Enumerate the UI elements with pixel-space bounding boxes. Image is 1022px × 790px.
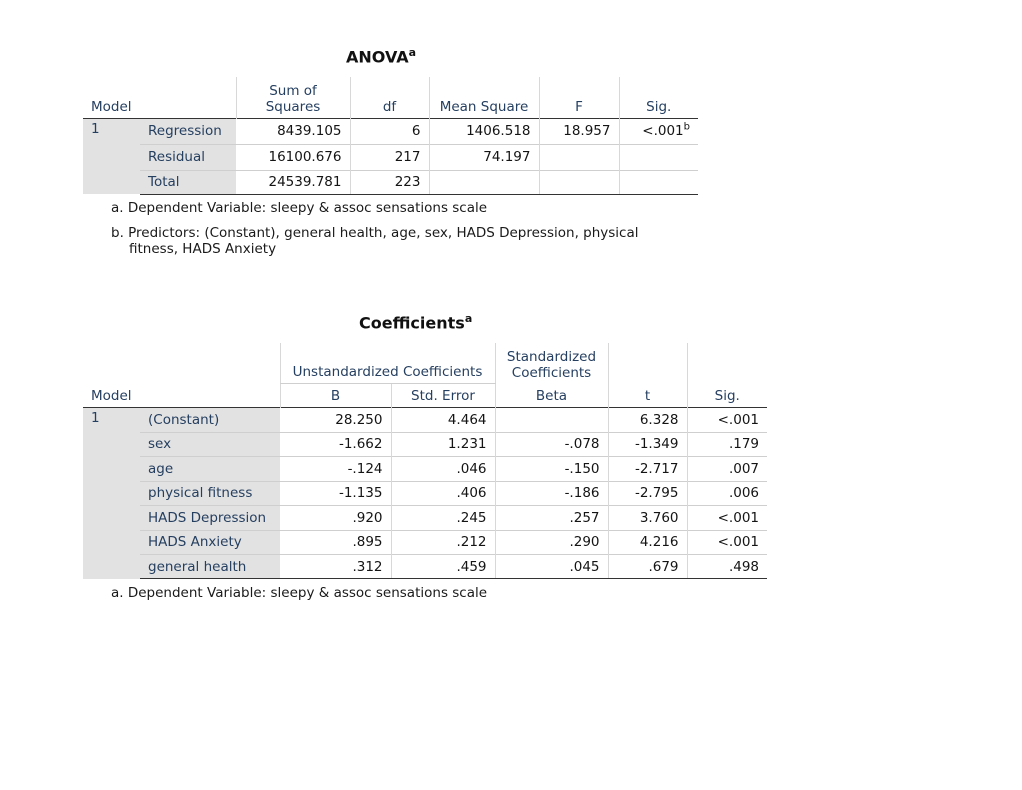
coefficients-t: -1.349 bbox=[608, 432, 687, 457]
anova-sig bbox=[619, 144, 698, 170]
anova-title bbox=[346, 46, 416, 66]
anova-ms: 74.197 bbox=[429, 144, 539, 170]
coefficients-beta: -.078 bbox=[495, 432, 608, 457]
anova-f: 18.957 bbox=[539, 118, 619, 144]
coefficients-header-t: t bbox=[608, 383, 687, 407]
coefficients-title-text: Coefficients bbox=[359, 313, 465, 333]
anova-sig-value: <.001 bbox=[642, 123, 684, 139]
coefficients-sig: <.001 bbox=[687, 506, 767, 531]
coefficients-beta bbox=[495, 407, 608, 432]
coefficients-row bbox=[83, 481, 767, 506]
anova-row-label: Regression bbox=[140, 118, 236, 144]
coefficients-beta: -.186 bbox=[495, 481, 608, 506]
anova-title-sup: a bbox=[408, 46, 417, 59]
anova-sig-sup: b bbox=[683, 121, 690, 133]
anova-ms: 1406.518 bbox=[429, 118, 539, 144]
anova-footnote-a: a. Dependent Variable: sleepy & assoc sensations scale bbox=[111, 200, 488, 216]
coefficients-header-beta: Beta bbox=[495, 383, 608, 407]
coefficients-row bbox=[83, 555, 767, 579]
coefficients-beta: .290 bbox=[495, 530, 608, 555]
coefficients-b: -1.662 bbox=[280, 432, 391, 457]
coefficients-row bbox=[83, 432, 767, 457]
coefficients-t: .679 bbox=[608, 555, 687, 579]
coefficients-sig: .179 bbox=[687, 432, 767, 457]
anova-row-label: Total bbox=[140, 170, 236, 194]
anova-header-f: F bbox=[539, 77, 619, 118]
coefficients-b: -1.135 bbox=[280, 481, 391, 506]
coefficients-model-number: 1 bbox=[83, 407, 140, 579]
coefficients-se: 4.464 bbox=[391, 407, 495, 432]
coefficients-b: .312 bbox=[280, 555, 391, 579]
anova-title-text: ANOVA bbox=[346, 47, 409, 67]
anova-header-model: Model bbox=[91, 98, 132, 115]
anova-header-ms: Mean Square bbox=[429, 77, 539, 118]
coefficients-t: 4.216 bbox=[608, 530, 687, 555]
coefficients-row bbox=[83, 530, 767, 555]
coefficients-footnote-a: a. Dependent Variable: sleepy & assoc sensations scale bbox=[111, 585, 488, 601]
coefficients-sig: <.001 bbox=[687, 530, 767, 555]
coefficients-table bbox=[83, 343, 767, 579]
coefficients-b: .920 bbox=[280, 506, 391, 531]
coefficients-row-label: age bbox=[140, 457, 280, 482]
coefficients-title-sup: a bbox=[464, 312, 473, 325]
coefficients-row-label: HADS Depression bbox=[140, 506, 280, 531]
coefficients-b: -.124 bbox=[280, 457, 391, 482]
anova-table bbox=[83, 77, 698, 195]
anova-df: 6 bbox=[350, 118, 429, 144]
coefficients-row-label: general health bbox=[140, 555, 280, 579]
anova-df: 223 bbox=[350, 170, 429, 194]
coefficients-sig: .498 bbox=[687, 555, 767, 579]
coefficients-header-std-line2: Coefficients bbox=[511, 365, 592, 381]
anova-footnote-b bbox=[111, 225, 639, 257]
coefficients-b: .895 bbox=[280, 530, 391, 555]
anova-header-ss bbox=[236, 77, 350, 118]
coefficients-sig: .007 bbox=[687, 457, 767, 482]
anova-row bbox=[83, 170, 698, 194]
coefficients-header-sig: Sig. bbox=[687, 383, 767, 407]
anova-ms bbox=[429, 170, 539, 194]
anova-header-sig: Sig. bbox=[619, 77, 698, 118]
coefficients-header-std bbox=[495, 343, 608, 383]
anova-sig bbox=[619, 170, 698, 194]
coefficients-sig: <.001 bbox=[687, 407, 767, 432]
coefficients-header-unstd: Unstandardized Coefficients bbox=[280, 343, 495, 383]
coefficients-t: -2.717 bbox=[608, 457, 687, 482]
anova-f bbox=[539, 170, 619, 194]
anova-footnote-b-line2: fitness, HADS Anxiety bbox=[129, 241, 277, 257]
coefficients-header-b: B bbox=[280, 383, 391, 407]
coefficients-se: .046 bbox=[391, 457, 495, 482]
coefficients-se: .212 bbox=[391, 530, 495, 555]
coefficients-header-se: Std. Error bbox=[391, 383, 495, 407]
coefficients-row-label: sex bbox=[140, 432, 280, 457]
anova-df: 217 bbox=[350, 144, 429, 170]
anova-row bbox=[83, 144, 698, 170]
coefficients-row bbox=[83, 457, 767, 482]
anova-ss: 8439.105 bbox=[236, 118, 350, 144]
coefficients-row-label: HADS Anxiety bbox=[140, 530, 280, 555]
coefficients-se: 1.231 bbox=[391, 432, 495, 457]
anova-row bbox=[83, 118, 698, 144]
coefficients-beta: -.150 bbox=[495, 457, 608, 482]
coefficients-sig: .006 bbox=[687, 481, 767, 506]
coefficients-b: 28.250 bbox=[280, 407, 391, 432]
anova-header-ss-line2: Squares bbox=[265, 98, 321, 115]
coefficients-row bbox=[83, 506, 767, 531]
coefficients-se: .406 bbox=[391, 481, 495, 506]
coefficients-t: -2.795 bbox=[608, 481, 687, 506]
coefficients-row-label: (Constant) bbox=[140, 407, 280, 432]
anova-model-number: 1 bbox=[83, 118, 140, 194]
anova-sig bbox=[619, 118, 698, 144]
anova-ss: 24539.781 bbox=[236, 170, 350, 194]
coefficients-se: .245 bbox=[391, 506, 495, 531]
anova-header-ss-line1: Sum of bbox=[269, 82, 317, 99]
coefficients-header-model: Model bbox=[91, 387, 132, 404]
coefficients-t: 3.760 bbox=[608, 506, 687, 531]
coefficients-title bbox=[359, 312, 472, 332]
anova-footnote-b-line1: b. Predictors: (Constant), general health, age, sex, HADS Depression, physical bbox=[111, 225, 639, 241]
anova-row-label: Residual bbox=[140, 144, 236, 170]
anova-ss: 16100.676 bbox=[236, 144, 350, 170]
coefficients-se: .459 bbox=[391, 555, 495, 579]
coefficients-header-std-line1: Standardized bbox=[506, 349, 597, 365]
coefficients-beta: .045 bbox=[495, 555, 608, 579]
anova-header-df: df bbox=[350, 77, 429, 118]
coefficients-row bbox=[83, 407, 767, 432]
coefficients-row-label: physical fitness bbox=[140, 481, 280, 506]
anova-f bbox=[539, 144, 619, 170]
coefficients-t: 6.328 bbox=[608, 407, 687, 432]
coefficients-beta: .257 bbox=[495, 506, 608, 531]
